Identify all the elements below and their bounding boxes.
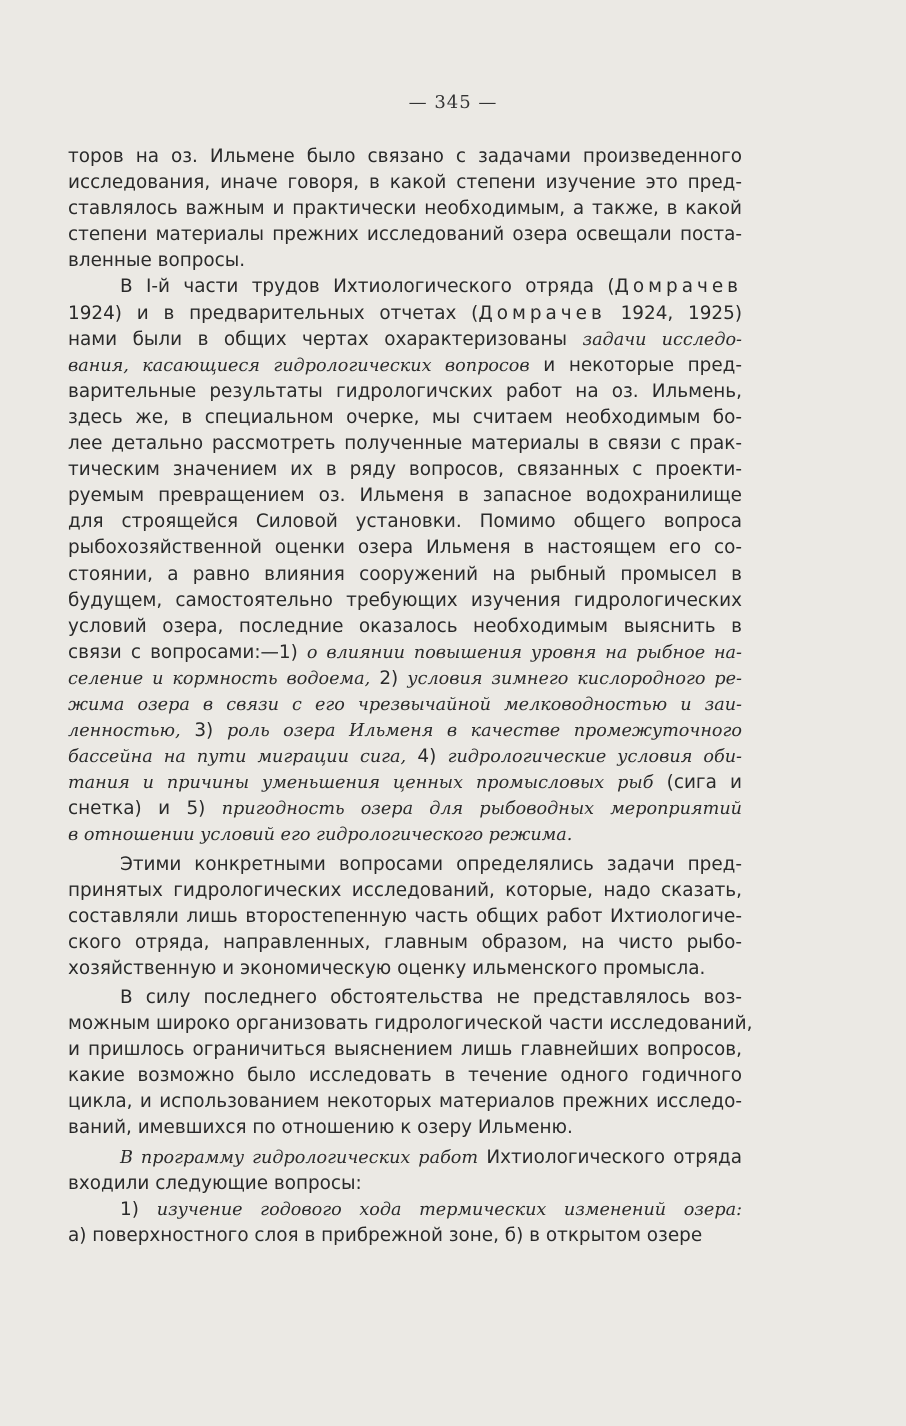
text-segment: рыбохозяйственной оценки озера Ильменя в настоящем его со- [68,537,742,559]
text-line [68,692,742,718]
italic-segment: В программу гидрологических работ [120,1147,479,1168]
text-segment: степени материалы прежних исследований озера освещали поста- [68,224,742,246]
text-segment: руемым превращением оз. Ильменя в запасное водохранилище [68,485,742,507]
text-segment: лее детально рассмотреть полученные материалы в связи с прак- [68,433,742,455]
text-line [68,588,742,614]
text-segment: (сига и [653,772,742,794]
text-line [68,666,742,692]
spaced-name: Домрачев [478,302,606,324]
text-line [68,744,742,770]
text-segment: ваний, имевшихся по отношению к озеру Ильменю. [68,1117,573,1139]
italic-segment: ленностью, [68,721,181,742]
italic-segment: в отношении условий его гидрологического режима. [68,825,573,846]
text-segment: ского отряда, направленных, главным образом, на чисто рыбо- [68,931,742,953]
text-segment: для строящейся Силовой установки. Помимо общего вопроса [68,511,742,533]
text-segment: принятых гидрологических исследований, которые, надо сказать, [68,879,742,901]
text-line [68,878,742,904]
text-line [68,1223,742,1249]
text-line [68,1011,753,1037]
text-segment: условий озера, последние оказалось необходимым выяснить в [68,615,742,637]
text-segment: Ихтиологического отряда [478,1146,742,1168]
text-segment: здесь же, в специальном очерке, мы считаем необходимым бо- [68,406,742,428]
text-segment: нами были в общих чертах охарактеризованы [68,328,583,350]
text-line [68,248,742,274]
text-line [68,170,742,196]
page-number: — 345 — [408,92,498,113]
italic-segment: гидрологические условия оби- [447,747,742,768]
text-segment: варительные результаты гидрологичских работ на оз. Ильмень, [68,380,742,402]
spaced-name: Домрачев [614,276,742,298]
text-line [68,379,742,405]
italic-segment: селение и кормность водоема, [68,668,371,689]
text-segment: можным широко организовать гидрологической части исследований, [68,1013,753,1035]
italic-segment: о влиянии повышения уровня на рыбное на- [306,642,742,663]
text-line [68,956,742,982]
text-line [68,562,742,588]
italic-segment: пригодность озера для рыбоводных мероприятий [221,799,742,820]
text-segment: составляли лишь второстепенную часть общих работ Ихтиологиче- [68,905,742,927]
text-line [68,770,742,796]
text-line [68,353,742,379]
text-line [68,405,742,431]
text-line [68,985,742,1011]
italic-segment: жима озера в связи с его чрезвычайной мелководностью и заи- [68,694,742,715]
text-line [68,196,742,222]
text-segment: 4) [406,746,448,768]
italic-segment: роль озера Ильменя в качестве промежуточного [227,721,742,742]
text-segment: ставлялось важным и практически необходимым, а также, в какой [68,198,742,220]
text-segment: В силу последнего обстоятельства не представлялось воз- [120,987,742,1008]
text-segment: а) поверхностного слоя в прибрежной зоне, б) в открытом озере [68,1224,703,1246]
text-line [68,144,742,170]
text-segment: снетка) и 5) [68,798,222,820]
text-segment: и пришлось ограничиться выяснением лишь главнейших вопросов, [68,1039,742,1061]
text-line [68,822,742,848]
text-segment: хозяйственную и экономическую оценку ильменского промысла. [68,957,706,979]
italic-segment: бассейна на пути миграции сига, [68,747,407,768]
text-line [68,431,742,457]
text-segment: будущем, самостоятельно требующих изучения гидрологических [68,589,742,611]
text-segment: исследования, иначе говоря, в какой степени изучение это пред- [68,172,742,194]
italic-segment: задачи исследо- [582,329,743,350]
text-line [68,509,742,535]
text-line [68,904,742,930]
text-segment: 1924, 1925) [605,302,742,324]
text-segment: Этими конкретными вопросами определялись задачи пред- [120,853,742,875]
text-segment: стоянии, а равно влияния сооружений на рыбный промысел в [68,563,742,585]
text-segment: вленные вопросы. [68,250,246,272]
text-line [68,1089,742,1115]
text-line [68,274,742,300]
text-segment: связи с вопросами:—1) [68,641,307,663]
italic-segment: тания и причины уменьшения ценных промысловых рыб [68,773,654,794]
text-line [68,222,742,248]
text-line [68,483,742,509]
text-line [68,535,742,561]
text-line [68,1063,742,1089]
text-line [68,327,742,353]
text-segment: и некоторые пред- [529,354,742,376]
text-segment: В I-й части трудов Ихтиологического отряда ( [120,276,615,298]
text-segment: тическим значением их в ряду вопросов, связанных с проекти- [68,459,742,481]
text-line [68,1197,742,1223]
text-segment: 3) [180,720,228,742]
text-segment: какие возможно было исследовать в течение одного годичного [68,1065,742,1087]
text-segment: 1924) и в предварительных отчетах ( [68,302,479,324]
text-segment: цикла, и использованием некоторых материалов прежних исследо- [68,1091,742,1113]
text-segment: входили следующие вопросы: [68,1172,362,1194]
italic-segment: изучение годового хода термических изменений озера: [156,1199,742,1220]
text-line [68,1171,742,1197]
italic-segment: условия зимнего кислородного ре- [407,668,742,689]
text-line [68,796,742,822]
text-line [68,718,742,744]
text-line [68,1145,742,1171]
body-text [68,144,753,1249]
text-line [68,614,742,640]
text-line [68,640,742,666]
text-line [68,1037,742,1063]
text-segment: 2) [370,667,408,689]
text-segment: 1) [120,1198,157,1220]
italic-segment: вания, касающиеся гидрологических вопросов [68,355,530,376]
text-line [68,457,742,483]
text-line [68,930,742,956]
text-line [68,1115,742,1141]
text-line [68,301,742,327]
text-segment: торов на оз. Ильмене было связано с задачами произведенного [68,146,742,167]
text-line [68,852,742,878]
